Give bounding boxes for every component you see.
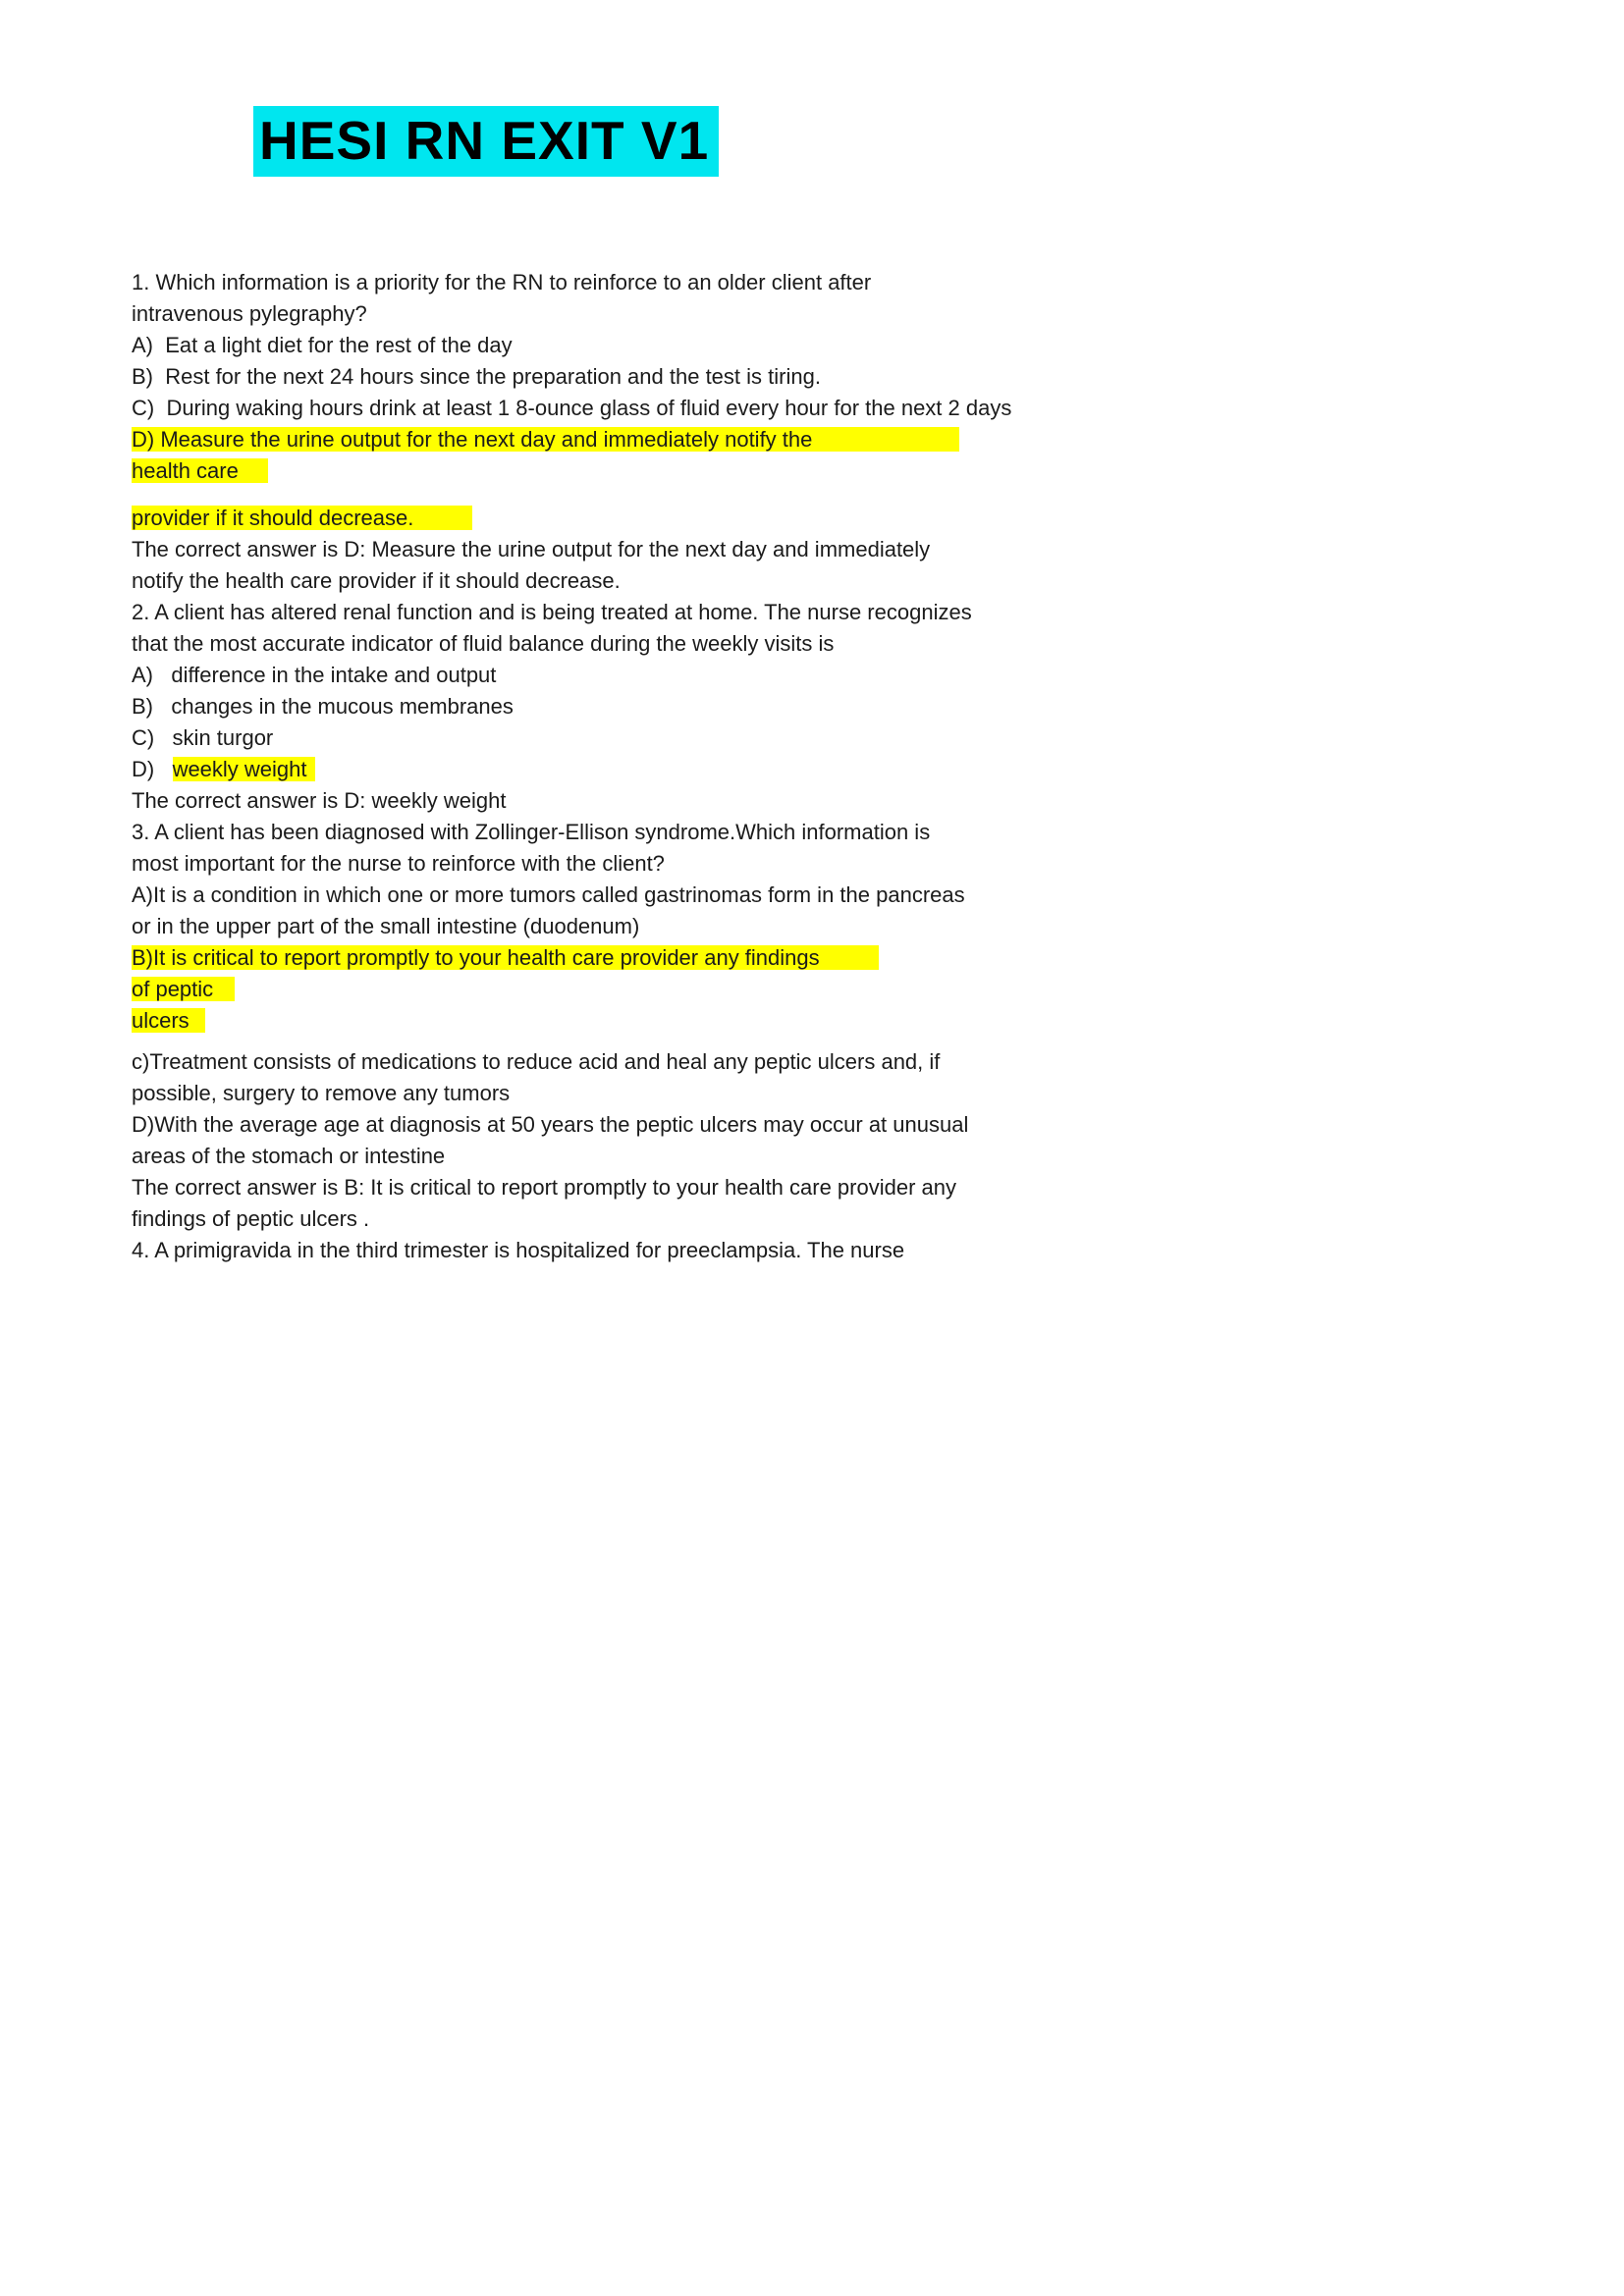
text-line bbox=[132, 1235, 1565, 1266]
text-line bbox=[132, 424, 1565, 455]
text-segment: 3. A client has been diagnosed with Zollinger-Ellison syndrome.Which information is bbox=[132, 820, 931, 844]
text-line bbox=[132, 880, 1565, 911]
title-section bbox=[0, 0, 1624, 177]
text-line bbox=[132, 361, 1565, 393]
text-segment: that the most accurate indicator of fluid balance during the weekly visits is bbox=[132, 631, 835, 656]
text-line bbox=[132, 817, 1565, 848]
highlighted-text: ulcers bbox=[132, 1008, 205, 1033]
text-segment: The correct answer is D: weekly weight bbox=[132, 788, 507, 813]
text-segment: areas of the stomach or intestine bbox=[132, 1144, 446, 1168]
text-segment: D) bbox=[132, 757, 173, 781]
text-segment: 2. A client has altered renal function and is being treated at home. The nurse recognizes bbox=[132, 600, 972, 624]
text-segment: most important for the nurse to reinforce with the client? bbox=[132, 851, 665, 876]
text-line bbox=[132, 942, 1565, 974]
highlighted-text: B)It is critical to report promptly to your health care provider any findings bbox=[132, 945, 879, 970]
text-segment: D)With the average age at diagnosis at 50 years the peptic ulcers may occur at unusual bbox=[132, 1112, 969, 1137]
text-segment: B) changes in the mucous membranes bbox=[132, 694, 514, 719]
text-segment: notify the health care provider if it should decrease. bbox=[132, 568, 621, 593]
text-line bbox=[132, 565, 1565, 597]
highlighted-text: of peptic bbox=[132, 977, 235, 1001]
text-line bbox=[132, 267, 1565, 298]
text-segment: A)It is a condition in which one or more tumors called gastrinomas form in the pancreas bbox=[132, 882, 965, 907]
text-line bbox=[132, 330, 1565, 361]
text-line bbox=[132, 722, 1565, 754]
text-line bbox=[132, 393, 1565, 424]
text-line bbox=[132, 785, 1565, 817]
text-line bbox=[132, 1078, 1565, 1109]
text-segment: A) difference in the intake and output bbox=[132, 663, 497, 687]
text-line bbox=[132, 691, 1565, 722]
highlighted-text: provider if it should decrease. bbox=[132, 506, 472, 530]
text-line bbox=[132, 628, 1565, 660]
document-body bbox=[0, 267, 1624, 1266]
text-segment: 1. Which information is a priority for the RN to reinforce to an older client after bbox=[132, 270, 872, 294]
text-line bbox=[132, 1172, 1565, 1203]
text-line bbox=[132, 974, 1565, 1005]
text-line bbox=[132, 911, 1565, 942]
text-segment: or in the upper part of the small intestine (duodenum) bbox=[132, 914, 640, 938]
text-line bbox=[132, 848, 1565, 880]
text-line bbox=[132, 1141, 1565, 1172]
text-line bbox=[132, 503, 1565, 534]
text-segment: The correct answer is B: It is critical to report promptly to your health care provider any bbox=[132, 1175, 956, 1200]
text-line bbox=[132, 298, 1565, 330]
text-line bbox=[132, 660, 1565, 691]
spacer-line bbox=[132, 487, 1565, 503]
text-segment: c)Treatment consists of medications to reduce acid and heal any peptic ulcers and, if bbox=[132, 1049, 941, 1074]
text-segment: C) skin turgor bbox=[132, 725, 274, 750]
text-segment: 4. A primigravida in the third trimester is hospitalized for preeclampsia. The nurse bbox=[132, 1238, 905, 1262]
highlighted-text: D) Measure the urine output for the next day and immediately notify the bbox=[132, 427, 959, 452]
text-line bbox=[132, 455, 1565, 487]
page-title: HESI RN EXIT V1 bbox=[253, 106, 719, 177]
text-line bbox=[132, 754, 1565, 785]
text-segment: A) Eat a light diet for the rest of the day bbox=[132, 333, 513, 357]
text-line bbox=[132, 1046, 1565, 1078]
highlighted-text: weekly weight bbox=[173, 757, 315, 781]
text-segment: intravenous pylegraphy? bbox=[132, 301, 367, 326]
text-line bbox=[132, 1109, 1565, 1141]
text-segment: C) During waking hours drink at least 1 8-ounce glass of fluid every hour for the next 2 days bbox=[132, 396, 1012, 420]
text-line bbox=[132, 1203, 1565, 1235]
text-line bbox=[132, 534, 1565, 565]
text-segment: B) Rest for the next 24 hours since the preparation and the test is tiring. bbox=[132, 364, 821, 389]
text-segment: findings of peptic ulcers . bbox=[132, 1206, 370, 1231]
text-line bbox=[132, 1005, 1565, 1037]
spacer-line bbox=[132, 1037, 1565, 1046]
highlighted-text: health care bbox=[132, 458, 268, 483]
text-line bbox=[132, 597, 1565, 628]
text-segment: The correct answer is D: Measure the urine output for the next day and immediately bbox=[132, 537, 931, 561]
text-segment: possible, surgery to remove any tumors bbox=[132, 1081, 511, 1105]
